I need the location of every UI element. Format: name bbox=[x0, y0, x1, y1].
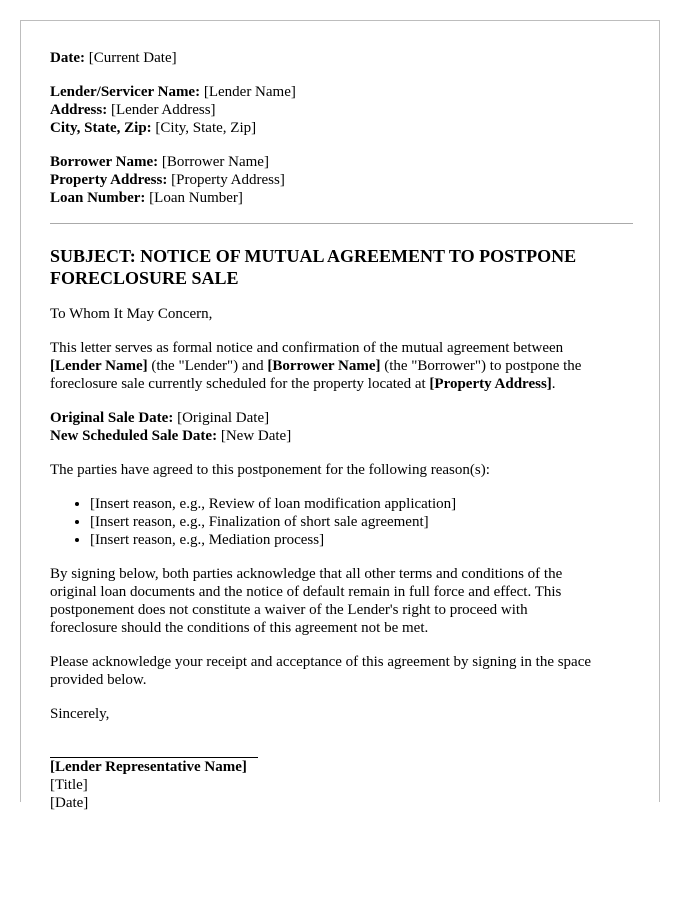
signer-date: [Date] bbox=[50, 795, 89, 811]
property-address-value: [Property Address] bbox=[171, 172, 285, 188]
subject-line-1: SUBJECT: NOTICE OF MUTUAL AGREEMENT TO POSTPONE bbox=[50, 246, 577, 266]
lender-address-value: [Lender Address] bbox=[110, 102, 216, 118]
intro-mid-2: (the "Borrower") to postpone the bbox=[380, 358, 582, 374]
ack-line-1: Please acknowledge your receipt and acceptance of this agreement by signing in the space bbox=[50, 654, 592, 670]
signer-name: [Lender Representative Name] bbox=[50, 759, 247, 775]
reasons-intro: The parties have agreed to this postponement for the following reason(s): bbox=[50, 462, 490, 478]
date-value: [Current Date] bbox=[88, 50, 177, 66]
intro-line-1: This letter serves as formal notice and confirmation of the mutual agreement between bbox=[50, 340, 564, 356]
lender-city-value: [City, State, Zip] bbox=[155, 120, 257, 136]
lender-address-line bbox=[50, 101, 635, 119]
intro-lender-name: [Lender Name] bbox=[50, 358, 148, 374]
property-address-label: Property Address: bbox=[50, 172, 168, 188]
new-sale-date-label: New Scheduled Sale Date: bbox=[50, 428, 218, 444]
date-block bbox=[50, 49, 635, 67]
borrower-name-line bbox=[50, 153, 635, 171]
intro-mid-1: (the "Lender") and bbox=[147, 358, 268, 374]
lender-city-label: City, State, Zip: bbox=[50, 120, 152, 136]
acknowledgement-paragraph bbox=[50, 653, 635, 689]
subject-heading bbox=[50, 245, 635, 289]
lender-name-label: Lender/Servicer Name: bbox=[50, 84, 201, 100]
terms-line-3: postponement does not constitute a waiver of the Lender's right to proceed with bbox=[50, 602, 528, 618]
lender-address-label: Address: bbox=[50, 102, 108, 118]
new-sale-date-line bbox=[50, 427, 635, 445]
intro-line-3-end: . bbox=[551, 376, 556, 392]
date-line bbox=[50, 49, 635, 67]
header-divider bbox=[50, 223, 633, 224]
letter-page bbox=[20, 20, 660, 811]
lender-city-line bbox=[50, 119, 635, 137]
borrower-block bbox=[50, 153, 635, 207]
intro-line-2 bbox=[50, 357, 635, 375]
borrower-name-value: [Borrower Name] bbox=[161, 154, 269, 170]
intro-property-address: [Property Address] bbox=[429, 376, 552, 392]
original-sale-date-line bbox=[50, 409, 635, 427]
new-sale-date-value: [New Date] bbox=[220, 428, 292, 444]
original-sale-date-label: Original Sale Date: bbox=[50, 410, 174, 426]
list-item: • [Insert reason, e.g., Finalization of short sale agreement] bbox=[90, 513, 635, 531]
list-item: • [Insert reason, e.g., Review of loan modification application] bbox=[90, 495, 635, 513]
lender-name-value: [Lender Name] bbox=[203, 84, 296, 100]
intro-line-3 bbox=[50, 375, 635, 393]
lender-block bbox=[50, 83, 635, 137]
loan-number-line bbox=[50, 189, 635, 207]
intro-line-3-text: foreclosure sale currently scheduled for the property located at bbox=[50, 376, 430, 392]
ack-line-2: provided below. bbox=[50, 672, 147, 688]
reasons-list bbox=[50, 495, 635, 549]
salutation: To Whom It May Concern, bbox=[50, 306, 213, 322]
signer-title: [Title] bbox=[50, 777, 88, 793]
loan-number-label: Loan Number: bbox=[50, 190, 146, 206]
original-sale-date-value: [Original Date] bbox=[177, 410, 270, 426]
signature-block bbox=[50, 758, 635, 812]
sale-dates-block bbox=[50, 409, 635, 445]
closing: Sincerely, bbox=[50, 706, 110, 722]
loan-number-value: [Loan Number] bbox=[149, 190, 243, 206]
date-label: Date: bbox=[50, 50, 85, 66]
terms-line-4: foreclosure should the conditions of this agreement not be met. bbox=[50, 620, 429, 636]
list-item: • [Insert reason, e.g., Mediation process] bbox=[90, 531, 635, 549]
lender-name-line bbox=[50, 83, 635, 101]
borrower-name-label: Borrower Name: bbox=[50, 154, 159, 170]
intro-borrower-name: [Borrower Name] bbox=[267, 358, 381, 374]
terms-line-2: original loan documents and the notice of default remain in full force and effect. This bbox=[50, 584, 562, 600]
intro-paragraph bbox=[50, 339, 635, 393]
letter-content bbox=[50, 49, 635, 812]
property-address-line bbox=[50, 171, 635, 189]
subject-line-2: FORECLOSURE SALE bbox=[50, 268, 239, 288]
terms-paragraph bbox=[50, 565, 635, 637]
terms-line-1: By signing below, both parties acknowledge that all other terms and conditions of the bbox=[50, 566, 563, 582]
